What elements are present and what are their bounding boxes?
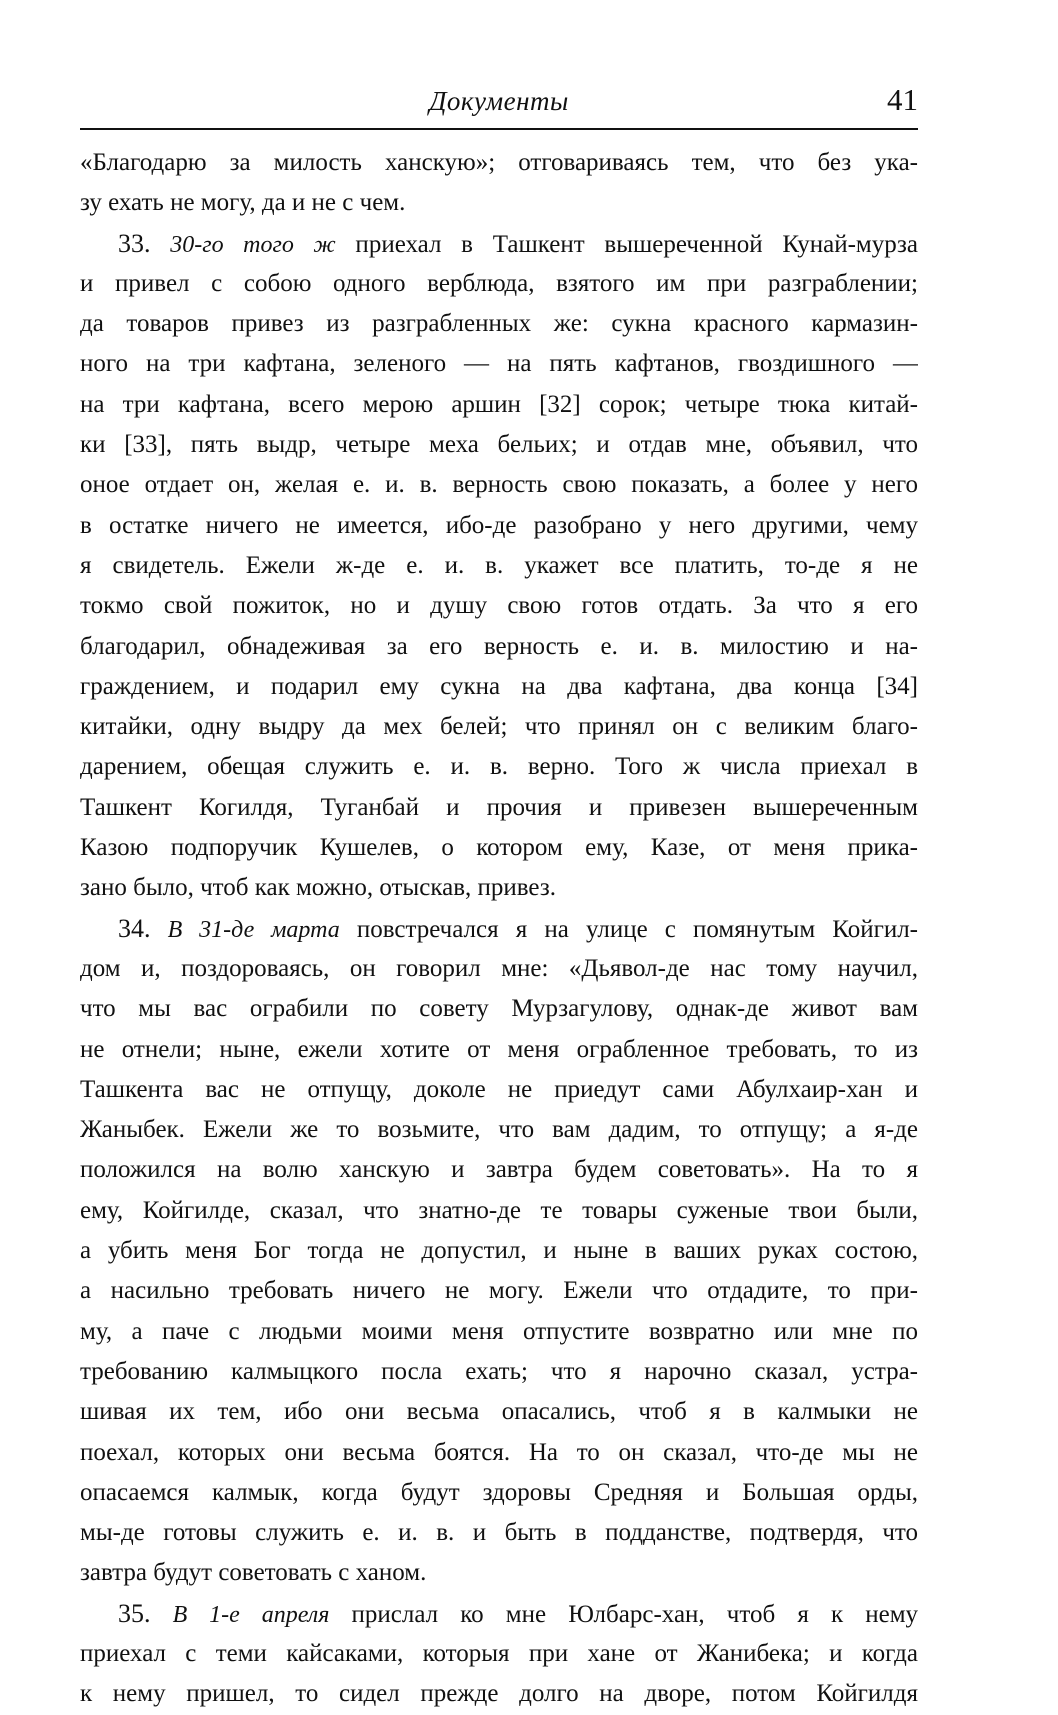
line-text: ки [33], пять выдр, четыре меха бельих; и отдав мне, объявил, что	[80, 431, 918, 459]
entry-date: В 31-де марта	[167, 916, 340, 943]
page-number: 41	[887, 82, 918, 117]
text-line	[80, 465, 918, 505]
text-line	[80, 1473, 918, 1513]
paragraph-number: 33.	[118, 228, 151, 258]
paragraph-start-line	[80, 909, 918, 949]
line-text: положился на волю ханскую и завтра будем советовать». На то я	[80, 1156, 918, 1184]
text-line	[80, 1433, 918, 1473]
body-text	[80, 143, 918, 1715]
text-line	[80, 586, 918, 626]
line-text: а насильно требовать ничего не могу. Ежели что отдадите, то при-	[80, 1277, 918, 1305]
line-text: Ташкент Когилдя, Туганбай и прочия и привезен вышереченным	[80, 793, 918, 821]
text-line	[80, 747, 918, 787]
text-line	[80, 707, 918, 747]
line-text: опасаемся калмык, когда будут здоровы Средняя и Большая орды,	[80, 1478, 918, 1506]
text-line	[80, 989, 918, 1029]
paragraph-number: 35.	[118, 1598, 151, 1628]
text-line	[80, 183, 918, 223]
line-text: повстречался я на улице с помянутым Койгил-	[339, 915, 918, 943]
text-line	[80, 627, 918, 667]
text-line	[80, 868, 918, 908]
text-line	[80, 264, 918, 304]
text-line	[80, 1271, 918, 1311]
line-text: к нему пришел, то сидел прежде долго на дворе, потом Койгилдя	[80, 1680, 918, 1708]
line-text: на три кафтана, всего мерою аршин [32] сорок; четыре тюка китай-	[80, 390, 918, 418]
text-line	[80, 344, 918, 384]
text-line	[80, 1191, 918, 1231]
line-text: благодарил, обнадеживая за его верность е. и. в. милостию и на-	[80, 632, 918, 660]
text-line	[80, 1352, 918, 1392]
line-text: зано было, чтоб как можно, отыскав, привез.	[80, 874, 556, 902]
line-text: требованию калмыцкого посла ехать; что я нарочно сказал, устра-	[80, 1357, 918, 1385]
line-text: оное отдает он, желая е. и. в. верность свою показать, а более у него	[80, 471, 918, 499]
line-text: «Благодарю за милость ханскую»; отговариваясь тем, что без ука-	[80, 149, 918, 176]
line-text: что мы вас ограбили по совету Мурзагулову, однак-де живот вам	[80, 995, 918, 1023]
text-line	[80, 1513, 918, 1553]
line-text: ему, Койгилде, сказал, что знатно-де те товары суженые твои были,	[80, 1196, 918, 1224]
entry-date: 30-го того ж	[170, 231, 336, 258]
line-text: в остатке ничего не имеется, ибо-де разобрано у него другими, чему	[80, 511, 918, 539]
line-text: да товаров привез из разграбленных же: сукна красного кармазин-	[80, 310, 918, 338]
text-line	[80, 143, 918, 183]
line-text: китайки, одну выдру да мех белей; что принял он с великим благо-	[80, 713, 918, 741]
line-text: Ташкента вас не отпущу, доколе не приедут сами Абулхаир-хан и	[80, 1075, 918, 1103]
text-line	[80, 1674, 918, 1714]
text-line	[80, 949, 918, 989]
line-text: дом и, поздороваясь, он говорил мне: «Дьявол-де нас тому научил,	[80, 954, 918, 982]
line-text: приехал в Ташкент вышереченной Кунай-мурза	[335, 230, 918, 258]
text-line	[80, 546, 918, 586]
text-line	[80, 1231, 918, 1271]
line-text: му, а паче с людьми моими меня отпустите возвратно или мне по	[80, 1317, 918, 1345]
text-line	[80, 1030, 918, 1070]
text-line	[80, 1553, 918, 1593]
line-text: поехал, которых они весьма боятся. На то он сказал, что-де мы не	[80, 1438, 918, 1466]
text-line	[80, 667, 918, 707]
line-text: токмо свой пожиток, но и душу свою готов отдать. За что я его	[80, 592, 918, 620]
line-text: зу ехать не могу, да и не с чем.	[80, 189, 406, 217]
line-text: приехал с теми кайсаками, которыя при хане от Жанибека; и когда	[80, 1639, 918, 1667]
text-line	[80, 788, 918, 828]
text-line	[80, 1070, 918, 1110]
text-line	[80, 1110, 918, 1150]
line-text: прислал ко мне Юлбарс-хан, чтоб я к нему	[329, 1600, 918, 1628]
line-text: граждением, и подарил ему сукна на два кафтана, два конца [34]	[80, 672, 918, 700]
text-line	[80, 828, 918, 868]
text-line	[80, 1634, 918, 1674]
running-title: Документы	[429, 86, 569, 116]
line-text: ного на три кафтана, зеленого — на пять кафтанов, гвоздишного —	[80, 350, 918, 378]
text-line	[80, 1392, 918, 1432]
line-text: а убить меня Бог тогда не допустил, и ныне в ваших руках состою,	[80, 1237, 918, 1265]
paragraph-start-line	[80, 224, 918, 264]
line-text: мы-де готовы служить е. и. в. и быть в подданстве, подтвердя, что	[80, 1519, 918, 1547]
entry-date: В 1-е апреля	[172, 1601, 330, 1628]
line-text: и привел с собою одного верблюда, взятого им при разграблении;	[80, 269, 918, 297]
line-text: Жаныбек. Ежели же то возьмите, что вам дадим, то отпущу; а я-де	[80, 1116, 918, 1144]
line-text: Казою подпоручик Кушелев, о котором ему, Казе, от меня прика-	[80, 834, 918, 862]
text-line	[80, 385, 918, 425]
text-line	[80, 1312, 918, 1352]
page-header	[80, 82, 918, 130]
line-text: дарением, обещая служить е. и. в. верно. Того ж числа приехал в	[80, 753, 918, 781]
line-text: не отнели; ныне, ежели хотите от меня ограбленное требовать, то из	[80, 1035, 918, 1063]
text-line	[80, 304, 918, 344]
line-text: шивая их тем, ибо они весьма опасались, чтоб я в калмыки не	[80, 1398, 918, 1426]
line-text: завтра будут советовать с ханом.	[80, 1559, 427, 1587]
text-line	[80, 425, 918, 465]
text-line	[80, 1150, 918, 1190]
paragraph-number: 34.	[118, 913, 151, 943]
text-line	[80, 506, 918, 546]
line-text: я свидетель. Ежели ж-де е. и. в. укажет все платить, то-де я не	[80, 551, 918, 579]
